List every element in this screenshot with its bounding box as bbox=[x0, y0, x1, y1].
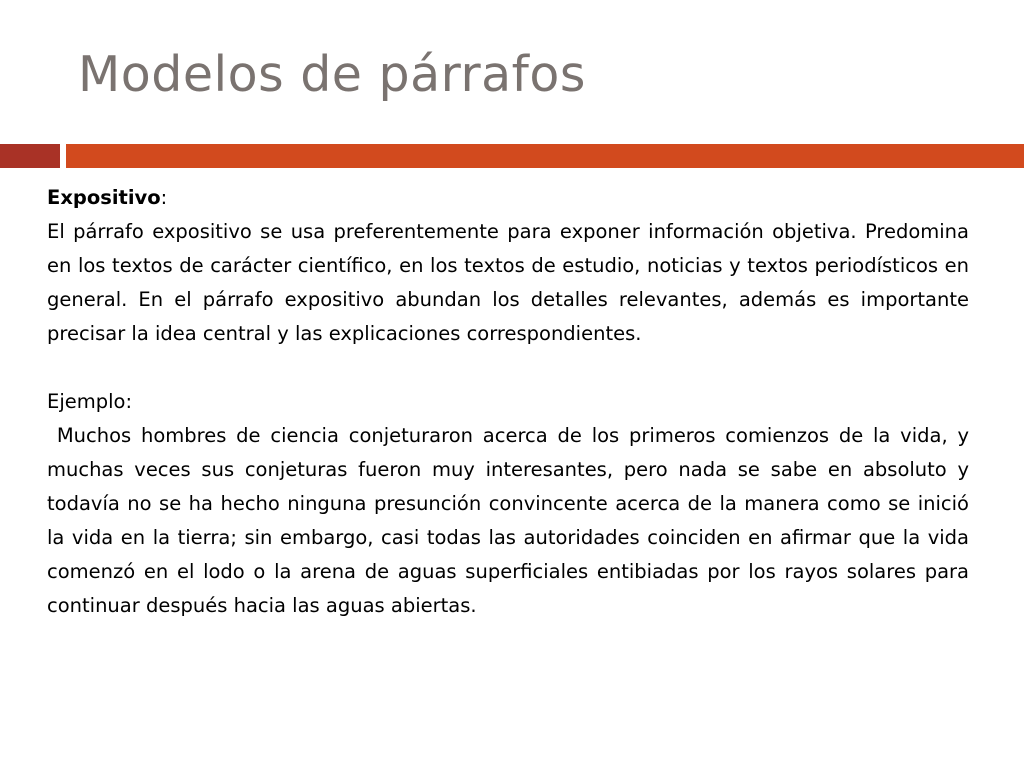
section-heading-line bbox=[47, 181, 969, 215]
accent-bar-right bbox=[66, 144, 1024, 168]
accent-bar-left bbox=[0, 144, 60, 168]
paragraph-gap bbox=[47, 351, 969, 385]
slide-content bbox=[47, 181, 976, 623]
slide-title: Modelos de párrafos bbox=[78, 46, 586, 103]
example-text: Muchos hombres de ciencia conjeturaron acerca de los primeros comienzos de la vida, y muchas veces sus conjeturas fueron muy interesantes, pero nada se sabe en absoluto y todavía no se ha hecho ninguna presunción convincente acerca de la manera como se inició la vida en la tierra; sin embargo, casi todas las autoridades coinciden en afirmar que la vida comenzó en el lodo o la arena de aguas superficiales entibiadas por los rayos solares para continuar después hacia las aguas abiertas. bbox=[47, 424, 976, 617]
section-body: El párrafo expositivo se usa preferentemente para exponer información objetiva. Predomina en los textos de carácter científico, en los textos de estudio, noticias y textos periodísticos en general. En el párrafo expositivo abundan los detalles relevantes, además es importante precisar la idea central y las explicaciones correspondientes. bbox=[47, 220, 969, 345]
section-heading-colon: : bbox=[160, 186, 168, 209]
example-label: Ejemplo: bbox=[47, 390, 133, 413]
section-heading: Expositivo bbox=[47, 186, 161, 209]
